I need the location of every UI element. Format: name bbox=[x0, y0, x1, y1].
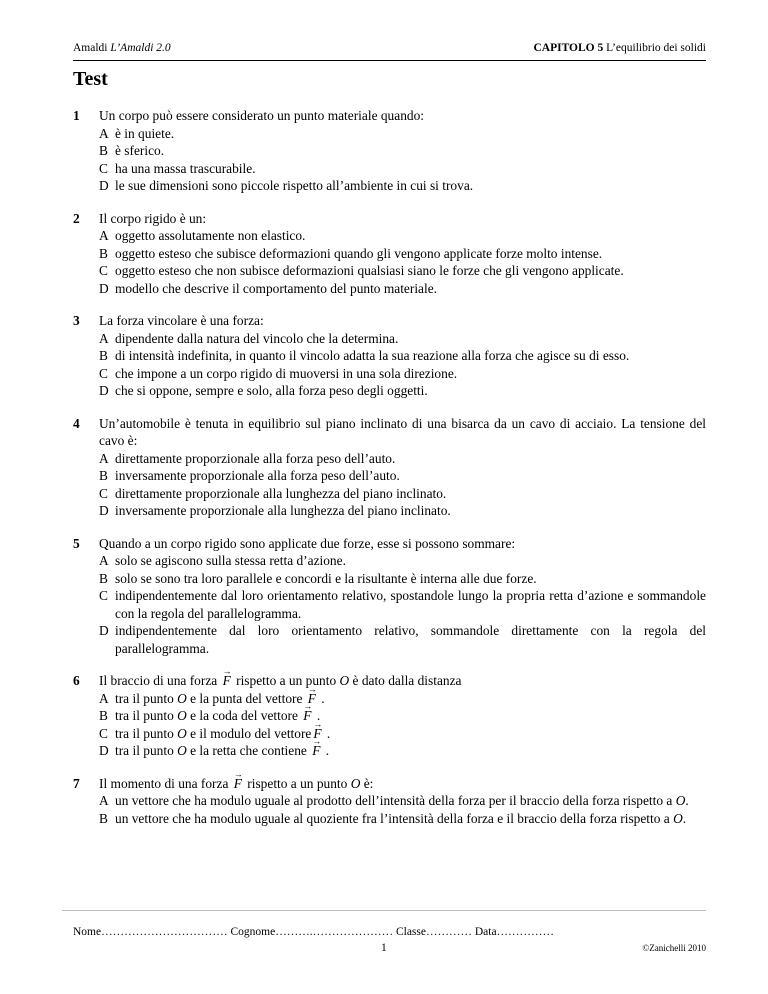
option-text: e il modulo del vettore bbox=[186, 725, 312, 741]
page-title: Test bbox=[73, 68, 108, 90]
option-text: solo se sono tra loro parallele e concordi e la risultante è interna alle due forze. bbox=[115, 570, 537, 586]
answer-option[interactable] bbox=[99, 552, 706, 570]
question-stem bbox=[99, 672, 706, 690]
question-list bbox=[73, 107, 706, 842]
answer-option[interactable] bbox=[99, 245, 706, 263]
option-letter: B bbox=[99, 570, 108, 586]
option-text: e la retta che contiene bbox=[186, 743, 311, 758]
question-stem: La forza vincolare è una forza: bbox=[99, 313, 264, 328]
student-info-fields: Nome…………………………… Cognome……….………………… Classe………… Data…………… bbox=[73, 926, 555, 938]
header-author: Amaldi bbox=[73, 42, 111, 54]
option-text: e la coda del vettore bbox=[186, 708, 302, 723]
point-symbol: O bbox=[350, 775, 361, 791]
answer-option[interactable] bbox=[99, 725, 706, 743]
question-number: 3 bbox=[73, 313, 80, 328]
point-symbol: O bbox=[339, 673, 350, 688]
question-number: 5 bbox=[73, 535, 80, 551]
option-letter: A bbox=[99, 793, 109, 808]
option-text: . bbox=[322, 743, 330, 758]
option-letter: B bbox=[99, 143, 108, 158]
force-vector-symbol: → F bbox=[313, 725, 321, 743]
header-book bbox=[73, 42, 171, 54]
option-letter: C bbox=[99, 160, 108, 176]
option-text: è sferico. bbox=[115, 143, 165, 158]
option-text: indipendentemente dal loro orientamento relativo, spostandole lungo la propria retta d’azione e sommandole con la regola del parallelogramma. bbox=[115, 588, 706, 621]
option-text: . bbox=[682, 810, 687, 826]
option-letter: D bbox=[99, 178, 109, 193]
option-text: è in quiete. bbox=[115, 125, 175, 141]
question-stem: Un corpo può essere considerato un punto materiale quando: bbox=[99, 108, 424, 123]
option-text: ha una massa trascurabile. bbox=[115, 160, 256, 176]
answer-option[interactable] bbox=[99, 707, 706, 725]
option-letter: A bbox=[99, 690, 109, 706]
answer-option[interactable] bbox=[99, 690, 706, 708]
option-letter: B bbox=[99, 245, 108, 261]
question-stem: Quando a un corpo rigido sono applicate due forze, esse si possono sommare: bbox=[99, 535, 516, 551]
option-letter: D bbox=[99, 743, 109, 758]
option-text: inversamente proporzionale alla lunghezza del piano inclinato. bbox=[115, 503, 451, 518]
question bbox=[73, 107, 706, 195]
page-number: 1 bbox=[381, 942, 387, 954]
option-text: tra il punto bbox=[115, 743, 178, 758]
answer-option[interactable] bbox=[99, 382, 706, 400]
header-chapter-title: L’equilibrio dei solidi bbox=[603, 42, 706, 54]
option-text: che si oppone, sempre e solo, alla forza peso degli oggetti. bbox=[115, 383, 428, 398]
question-stem bbox=[99, 775, 706, 793]
answer-option[interactable] bbox=[99, 485, 706, 503]
force-vector-symbol: → F bbox=[308, 690, 316, 708]
answer-option[interactable] bbox=[99, 160, 706, 178]
option-text: tra il punto bbox=[115, 708, 178, 723]
option-text: oggetto esteso che non subisce deformazioni qualsiasi siano le forze che gli vengono applicate. bbox=[115, 263, 624, 278]
option-text: inversamente proporzionale alla forza peso dell’auto. bbox=[115, 468, 400, 483]
force-vector-symbol: → F bbox=[303, 707, 311, 725]
option-letter: A bbox=[99, 125, 109, 141]
answer-option[interactable] bbox=[99, 622, 706, 657]
question bbox=[73, 775, 706, 828]
answer-option[interactable] bbox=[99, 142, 706, 160]
option-letter: A bbox=[99, 553, 109, 568]
option-text: modello che descrive il comportamento del punto materiale. bbox=[115, 280, 438, 296]
option-text: le sue dimensioni sono piccole rispetto all’ambiente in cui si trova. bbox=[115, 178, 474, 193]
option-letter: C bbox=[99, 588, 108, 603]
option-letter: D bbox=[99, 503, 109, 518]
point-symbol: O bbox=[673, 810, 683, 826]
point-symbol: O bbox=[177, 708, 187, 723]
option-letter: C bbox=[99, 365, 108, 381]
option-text: un vettore che ha modulo uguale al prodotto dell’intensità della forza per il braccio della forza rispetto a bbox=[115, 793, 676, 808]
option-text: di intensità indefinita, in quanto il vincolo adatta la sua reazione alla forza che agisce su di esso. bbox=[115, 348, 630, 363]
question bbox=[73, 672, 706, 760]
option-text: solo se agiscono sulla stessa retta d’azione. bbox=[115, 553, 346, 568]
option-letter: C bbox=[99, 485, 108, 501]
stem-text: Il momento di una forza bbox=[99, 775, 232, 791]
question-number: 7 bbox=[73, 775, 80, 791]
option-text: . bbox=[323, 725, 331, 741]
answer-option[interactable] bbox=[99, 742, 706, 760]
option-text: dipendente dalla natura del vincolo che la determina. bbox=[115, 330, 399, 346]
question bbox=[73, 210, 706, 298]
question bbox=[73, 312, 706, 400]
option-letter: A bbox=[99, 228, 109, 243]
option-text: oggetto assolutamente non elastico. bbox=[115, 228, 306, 243]
option-text: oggetto esteso che subisce deformazioni quando gli vengono applicate forze molto intense. bbox=[115, 245, 603, 261]
stem-text: è dato dalla distanza bbox=[349, 673, 462, 688]
option-letter: D bbox=[99, 623, 109, 638]
stem-text: rispetto a un punto bbox=[232, 673, 340, 688]
option-text: un vettore che ha modulo uguale al quoziente fra l’intensità della forza e il braccio della forza rispetto a bbox=[115, 810, 674, 826]
question bbox=[73, 415, 706, 520]
point-symbol: O bbox=[675, 793, 686, 808]
force-vector-symbol: → F bbox=[234, 775, 242, 793]
answer-option[interactable] bbox=[99, 502, 706, 520]
question-number: 2 bbox=[73, 210, 80, 226]
footer-divider bbox=[62, 910, 706, 911]
stem-text: è: bbox=[360, 775, 374, 791]
question-number: 1 bbox=[73, 108, 80, 123]
point-symbol: O bbox=[177, 743, 187, 758]
stem-text: rispetto a un punto bbox=[243, 775, 351, 791]
answer-option[interactable] bbox=[99, 792, 706, 810]
stem-text: Il braccio di una forza bbox=[99, 673, 221, 688]
option-letter: D bbox=[99, 383, 109, 398]
answer-option[interactable] bbox=[99, 810, 706, 828]
option-letter: A bbox=[99, 330, 109, 346]
option-text: . bbox=[317, 690, 325, 706]
option-letter: B bbox=[99, 348, 108, 363]
question bbox=[73, 535, 706, 658]
question-stem: Un’automobile è tenuta in equilibrio sul piano inclinato di una bisarca da un cavo di acciaio. La tensione del cavo è: bbox=[99, 415, 706, 448]
question-number: 6 bbox=[73, 673, 80, 688]
option-letter: C bbox=[99, 263, 108, 278]
answer-option[interactable] bbox=[99, 280, 706, 298]
option-letter: A bbox=[99, 450, 109, 466]
answer-option[interactable] bbox=[99, 330, 706, 348]
answer-option[interactable] bbox=[99, 365, 706, 383]
answer-option[interactable] bbox=[99, 450, 706, 468]
answer-option[interactable] bbox=[99, 125, 706, 143]
answer-option[interactable] bbox=[99, 227, 706, 245]
header-book-title: L’Amaldi 2.0 bbox=[110, 42, 171, 54]
option-text: tra il punto bbox=[115, 725, 178, 741]
answer-option[interactable] bbox=[99, 262, 706, 280]
option-text: che impone a un corpo rigido di muoversi in una sola direzione. bbox=[115, 365, 458, 381]
option-letter: B bbox=[99, 810, 108, 826]
answer-option[interactable] bbox=[99, 347, 706, 365]
answer-option[interactable] bbox=[99, 587, 706, 622]
force-vector-symbol: → F bbox=[312, 742, 320, 760]
option-text: . bbox=[685, 793, 689, 808]
option-text: . bbox=[313, 708, 321, 723]
option-letter: B bbox=[99, 708, 108, 723]
header-chapter-number: CAPITOLO 5 bbox=[533, 42, 604, 54]
answer-option[interactable] bbox=[99, 570, 706, 588]
point-symbol: O bbox=[177, 725, 187, 741]
option-text: tra il punto bbox=[115, 690, 178, 706]
answer-option[interactable] bbox=[99, 467, 706, 485]
option-letter: B bbox=[99, 468, 108, 483]
option-text: indipendentemente dal loro orientamento relativo, sommandole direttamente con la regola del parallelogramma. bbox=[115, 623, 706, 656]
option-text: direttamente proporzionale alla lunghezza del piano inclinato. bbox=[115, 485, 447, 501]
option-text: e la punta del vettore bbox=[186, 690, 306, 706]
point-symbol: O bbox=[177, 690, 187, 706]
option-letter: D bbox=[99, 280, 109, 296]
question-stem: Il corpo rigido è un: bbox=[99, 210, 207, 226]
header-chapter bbox=[533, 42, 706, 54]
page-header bbox=[73, 42, 706, 61]
answer-option[interactable] bbox=[99, 177, 706, 195]
force-vector-symbol: → F bbox=[223, 672, 231, 690]
option-letter: C bbox=[99, 725, 108, 741]
option-text: direttamente proporzionale alla forza peso dell’auto. bbox=[115, 450, 396, 466]
question-number: 4 bbox=[73, 415, 80, 431]
copyright-notice: ©Zanichelli 2010 bbox=[642, 943, 706, 953]
